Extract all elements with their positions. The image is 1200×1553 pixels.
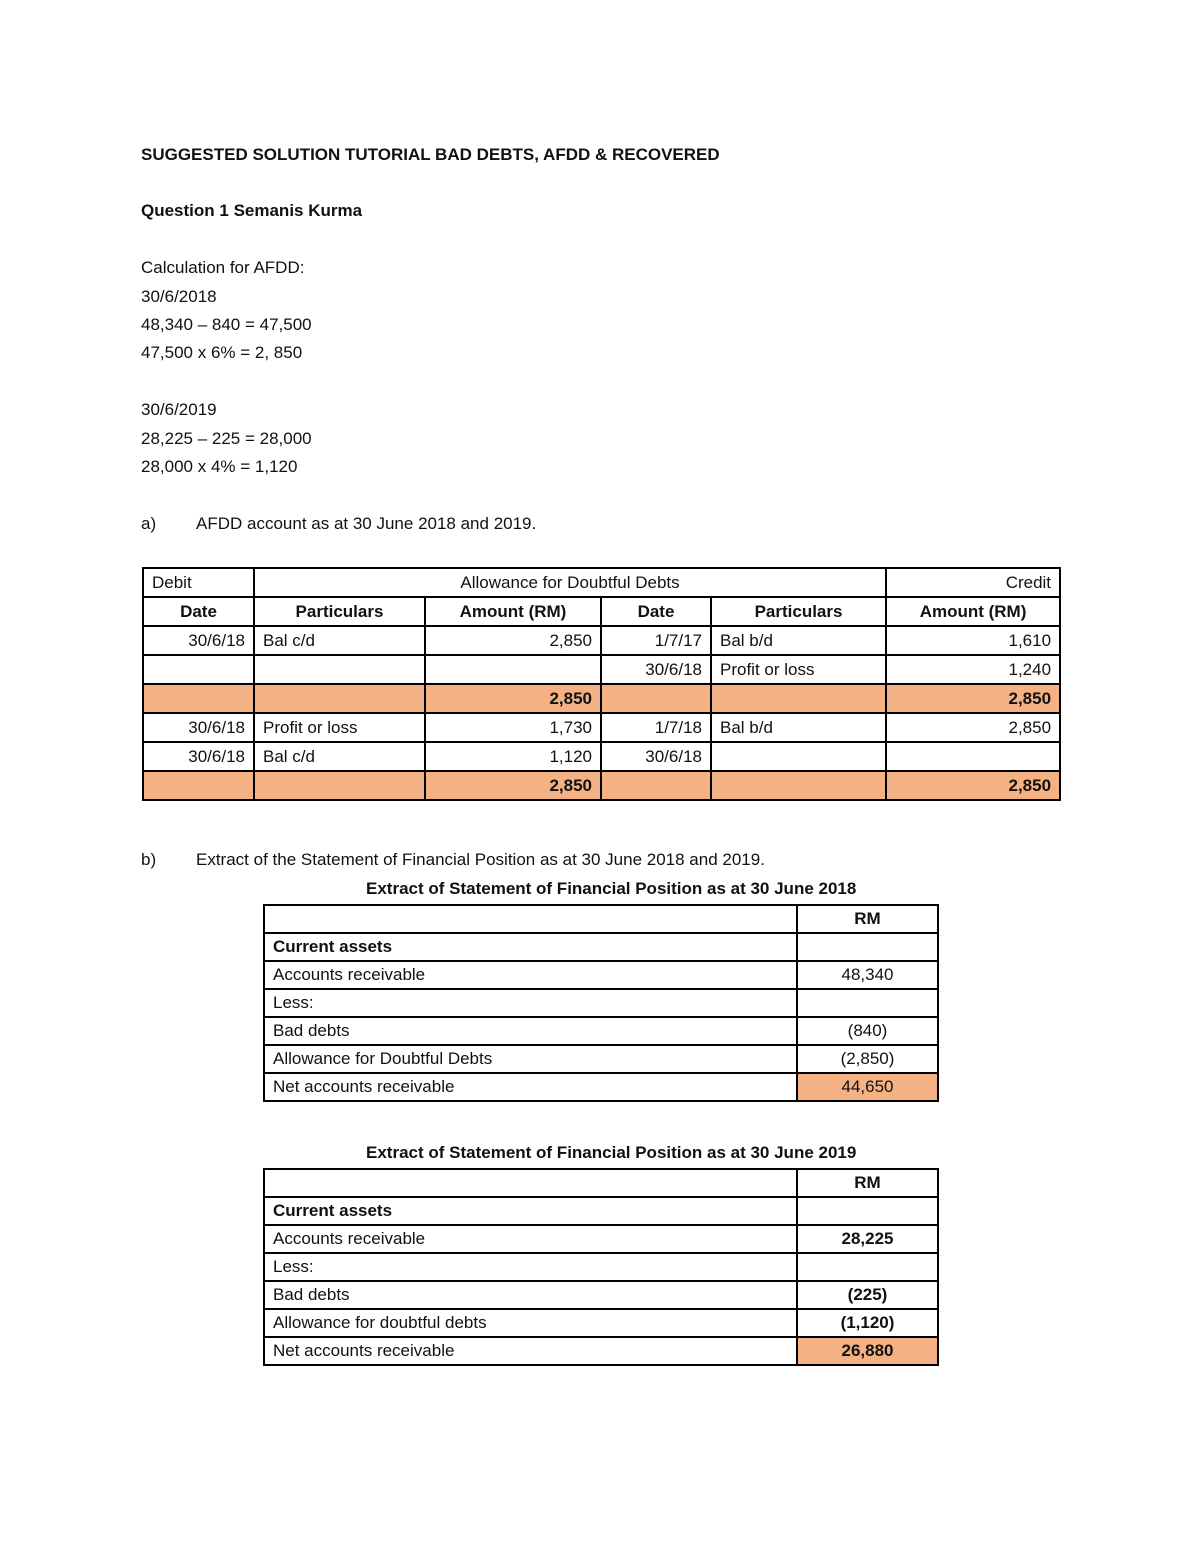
- cell-date: 30/6/18: [143, 713, 254, 742]
- ledger-row: [143, 655, 1060, 684]
- cell-date: 1/7/18: [601, 713, 711, 742]
- part-a-label: a): [141, 514, 157, 533]
- cell-date: [143, 771, 254, 800]
- sfp-label: Current assets: [264, 1197, 797, 1225]
- sfp-value: [797, 1197, 938, 1225]
- sfp-2019-title: Extract of Statement of Financial Position as at 30 June 2019: [366, 1143, 857, 1162]
- sfp-row: [264, 933, 938, 961]
- calc-2019-date: 30/6/2019: [141, 400, 217, 419]
- sfp-header-row: [264, 1169, 938, 1197]
- ledger-row: [143, 626, 1060, 655]
- cell-amount: 2,850: [886, 713, 1060, 742]
- sfp-header-row: [264, 905, 938, 933]
- sfp-header-blank: [264, 1169, 797, 1197]
- ledger-row: [143, 713, 1060, 742]
- ledger-total-row: [143, 771, 1060, 800]
- cell-particulars: Bal c/d: [254, 742, 425, 771]
- cell-particulars: Profit or loss: [711, 655, 886, 684]
- cell-date: 1/7/17: [601, 626, 711, 655]
- sfp-2019-table: [263, 1168, 939, 1366]
- ledger-row: [143, 742, 1060, 771]
- header-date-cr: Date: [601, 597, 711, 626]
- sfp-row: [264, 1017, 938, 1045]
- sfp-net-value: 26,880: [797, 1337, 938, 1365]
- rm-header: RM: [797, 905, 938, 933]
- header-amount-cr: Amount (RM): [886, 597, 1060, 626]
- cell-date: 30/6/18: [143, 742, 254, 771]
- sfp-value: [797, 989, 938, 1017]
- sfp-label: Current assets: [264, 933, 797, 961]
- calc-2019-line1: 28,225 – 225 = 28,000: [141, 429, 312, 448]
- cell-particulars: Bal c/d: [254, 626, 425, 655]
- sfp-value: (2,850): [797, 1045, 938, 1073]
- cell-particulars: [254, 771, 425, 800]
- cell-date: [143, 684, 254, 713]
- cell-amount: 1,730: [425, 713, 601, 742]
- afdd-ledger-table: [142, 567, 1061, 801]
- cell-amount: 2,850: [425, 626, 601, 655]
- ledger-header-row: [143, 597, 1060, 626]
- cell-total: 2,850: [886, 771, 1060, 800]
- sfp-label: Allowance for Doubtful Debts: [264, 1045, 797, 1073]
- question-heading: Question 1 Semanis Kurma: [141, 201, 363, 220]
- cell-particulars: Bal b/d: [711, 626, 886, 655]
- sfp-value: 48,340: [797, 961, 938, 989]
- sfp-label: Accounts receivable: [264, 961, 797, 989]
- sfp-label: Less:: [264, 1253, 797, 1281]
- cell-amount: 1,240: [886, 655, 1060, 684]
- sfp-label: Allowance for doubtful debts: [264, 1309, 797, 1337]
- calc-2019-line2: 28,000 x 4% = 1,120: [141, 457, 298, 476]
- cell-total: 2,850: [886, 684, 1060, 713]
- sfp-value: (1,120): [797, 1309, 938, 1337]
- cell-particulars: [254, 684, 425, 713]
- cell-total: 2,850: [425, 684, 601, 713]
- part-b-label: b): [141, 850, 157, 869]
- sfp-net-row: [264, 1337, 938, 1365]
- sfp-label: Net accounts receivable: [264, 1337, 797, 1365]
- rm-header: RM: [797, 1169, 938, 1197]
- sfp-header-blank: [264, 905, 797, 933]
- sfp-row: [264, 1225, 938, 1253]
- credit-label: Credit: [886, 568, 1060, 597]
- cell-amount: [886, 742, 1060, 771]
- sfp-label: Bad debts: [264, 1281, 797, 1309]
- sfp-row: [264, 1045, 938, 1073]
- cell-particulars: [254, 655, 425, 684]
- calc-heading: Calculation for AFDD:: [141, 258, 305, 277]
- ledger-title-row: [143, 568, 1060, 597]
- sfp-2018-table: [263, 904, 939, 1102]
- debit-label: Debit: [143, 568, 254, 597]
- header-date-dr: Date: [143, 597, 254, 626]
- cell-particulars: [711, 742, 886, 771]
- calc-2018-line1: 48,340 – 840 = 47,500: [141, 315, 312, 334]
- ledger-total-row: [143, 684, 1060, 713]
- cell-amount: 1,120: [425, 742, 601, 771]
- header-particulars-cr: Particulars: [711, 597, 886, 626]
- cell-particulars: [711, 771, 886, 800]
- document-title: SUGGESTED SOLUTION TUTORIAL BAD DEBTS, AFDD & RECOVERED: [141, 145, 720, 164]
- sfp-row: [264, 1281, 938, 1309]
- sfp-label: Net accounts receivable: [264, 1073, 797, 1101]
- sfp-value: (225): [797, 1281, 938, 1309]
- sfp-2018-title: Extract of Statement of Financial Position as at 30 June 2018: [366, 879, 857, 898]
- cell-date: 30/6/18: [143, 626, 254, 655]
- sfp-net-value: 44,650: [797, 1073, 938, 1101]
- header-particulars-dr: Particulars: [254, 597, 425, 626]
- sfp-value: (840): [797, 1017, 938, 1045]
- cell-total: 2,850: [425, 771, 601, 800]
- sfp-row: [264, 1197, 938, 1225]
- cell-particulars: Profit or loss: [254, 713, 425, 742]
- sfp-label: Bad debts: [264, 1017, 797, 1045]
- cell-date: [143, 655, 254, 684]
- cell-amount: 1,610: [886, 626, 1060, 655]
- calc-2018-line2: 47,500 x 6% = 2, 850: [141, 343, 303, 362]
- sfp-label: Less:: [264, 989, 797, 1017]
- cell-particulars: [711, 684, 886, 713]
- sfp-row: [264, 1309, 938, 1337]
- header-amount-dr: Amount (RM): [425, 597, 601, 626]
- sfp-value: [797, 933, 938, 961]
- sfp-label: Accounts receivable: [264, 1225, 797, 1253]
- cell-date: [601, 684, 711, 713]
- calc-2018-date: 30/6/2018: [141, 287, 217, 306]
- sfp-row: [264, 1253, 938, 1281]
- cell-date: 30/6/18: [601, 742, 711, 771]
- sfp-row: [264, 961, 938, 989]
- part-b-text: Extract of the Statement of Financial Position as at 30 June 2018 and 2019.: [196, 850, 765, 869]
- cell-date: 30/6/18: [601, 655, 711, 684]
- sfp-value: 28,225: [797, 1225, 938, 1253]
- cell-date: [601, 771, 711, 800]
- cell-particulars: Bal b/d: [711, 713, 886, 742]
- part-a-text: AFDD account as at 30 June 2018 and 2019.: [196, 514, 537, 533]
- ledger-title: Allowance for Doubtful Debts: [254, 568, 886, 597]
- sfp-net-row: [264, 1073, 938, 1101]
- cell-amount: [425, 655, 601, 684]
- sfp-value: [797, 1253, 938, 1281]
- sfp-row: [264, 989, 938, 1017]
